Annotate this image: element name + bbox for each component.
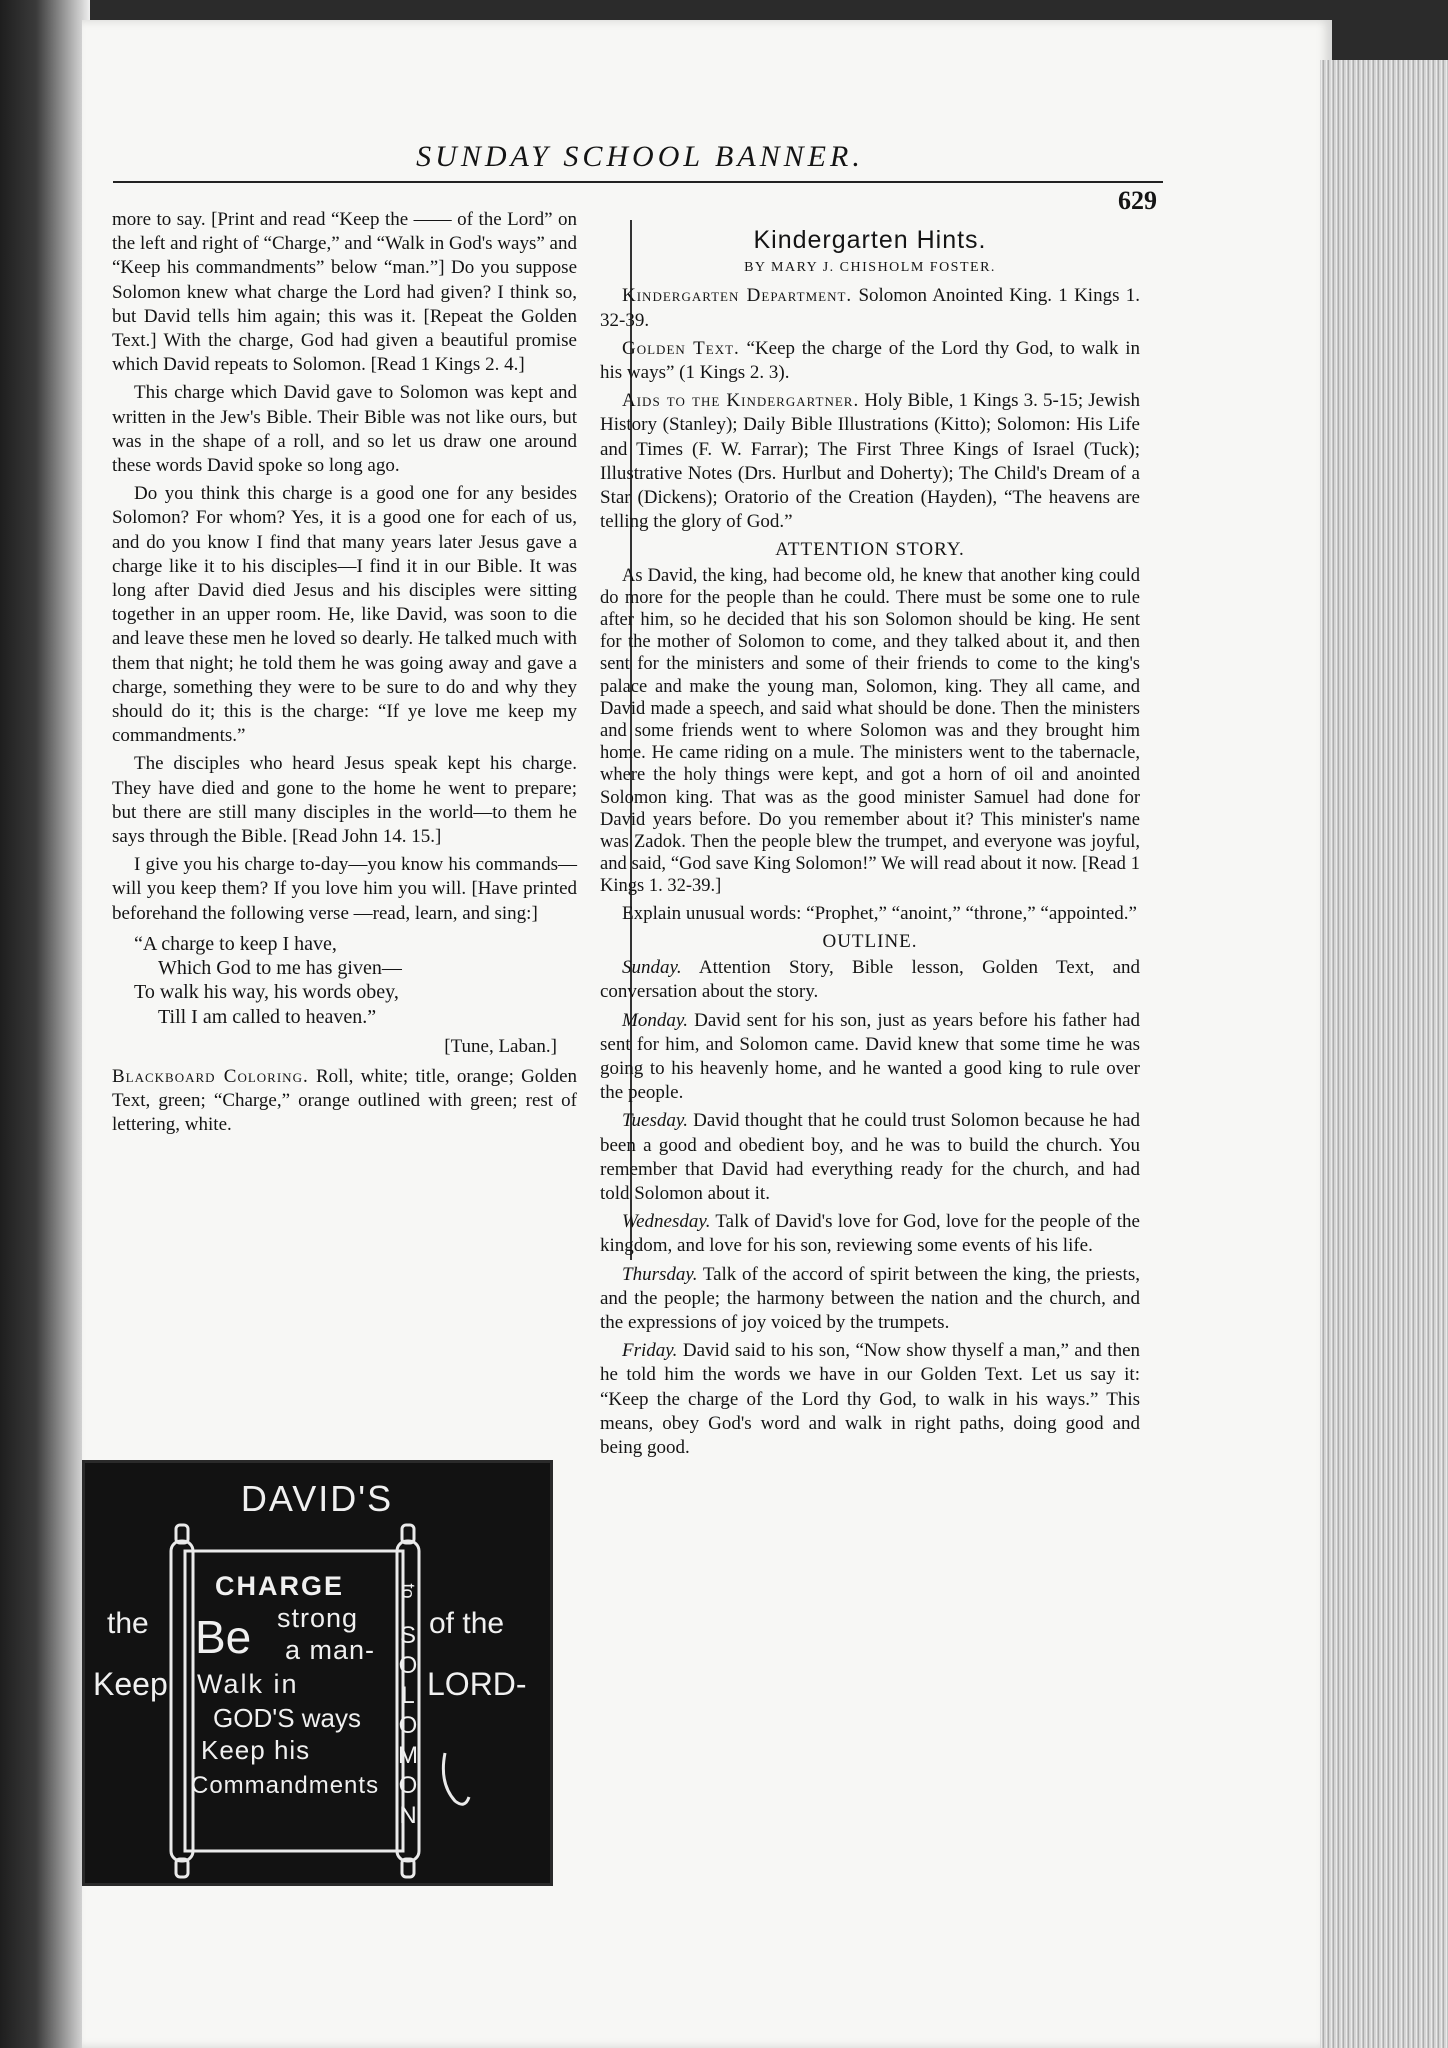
- blackboard-a-man: a man-: [285, 1635, 376, 1665]
- blackboard-commandments: Commandments: [191, 1772, 380, 1799]
- paragraph: This charge which David gave to Solomon was kept and written in the Jew's Bible. Their Bible was not like ours, but was in the shape of a roll, and so let us draw one around these words David spoke so long ago.: [112, 382, 577, 477]
- blackboard-charge: CHARGE: [215, 1571, 345, 1601]
- header-rule: [113, 181, 1163, 183]
- blackboard-solomon-letter: O: [398, 1712, 418, 1739]
- golden-text-paragraph: [600, 337, 1140, 385]
- department-label: Kindergarten Department.: [622, 285, 853, 307]
- department-paragraph: [600, 284, 1140, 332]
- outline-day: Friday.: [622, 1340, 678, 1362]
- attention-story: [600, 565, 1140, 898]
- explain-paragraph: Explain unusual words: “Prophet,” “anoint,” “throne,” “appointed.”: [622, 902, 1137, 924]
- outline-item: [600, 1263, 1140, 1336]
- outline-item: [600, 956, 1140, 1004]
- blackboard-keep: Keep: [93, 1666, 168, 1702]
- running-header-title: SUNDAY SCHOOL BANNER.: [416, 140, 864, 173]
- outline-text: Talk of David's love for God, love for the people of the kingdom, and love for his son, reviewing some events of his life.: [600, 1211, 1140, 1257]
- blackboard-solomon-letter: O: [398, 1652, 418, 1679]
- hymn-verse: [134, 932, 577, 1029]
- outline-day: Monday.: [622, 1009, 688, 1031]
- outline-day: Sunday.: [622, 957, 682, 979]
- blackboard-coloring-label: Blackboard Coloring.: [112, 1065, 309, 1087]
- tune-note: [Tune, Laban.]: [444, 1035, 557, 1057]
- blackboard-gods-ways: GOD'S ways: [213, 1703, 361, 1733]
- outline-item: [600, 1339, 1140, 1460]
- blackboard-solomon-letter: O: [398, 1772, 418, 1799]
- blackboard-lord: LORD-: [427, 1666, 527, 1702]
- blackboard-to: to: [398, 1583, 418, 1599]
- blackboard-title: DAVID'S: [240, 1478, 394, 1519]
- page-stack-edge: [1320, 60, 1448, 2048]
- outline-item: [600, 1009, 1140, 1106]
- golden-text-label: Golden Text.: [622, 337, 740, 359]
- left-column: [112, 208, 577, 1142]
- outline-text: David said to his son, “Now show thyself a man,” and then he told him the words we have in our Golden Text. Let us say it: “Keep the charge of the Lord thy God, to walk in his ways.” This means, obey God's word and walk in right paths, doing good and being good.: [600, 1340, 1141, 1458]
- blackboard-coloring: [112, 1065, 577, 1138]
- blackboard-strong: strong: [277, 1603, 359, 1633]
- blackboard-coloring-text: Roll, white; title, orange; Golden Text, green; “Charge,” orange outlined with green; rest of lettering, white.: [112, 1065, 578, 1136]
- section-title: Kindergarten Hints.: [753, 226, 987, 254]
- blackboard-solomon-letter: S: [399, 1622, 417, 1649]
- paragraph: more to say. [Print and read “Keep the —— of the Lord” on the left and right of “Charge,” and “Walk in God's ways” and “Keep his commandments” below “man.”] Do you suppose Solomon knew what charge the Lord had given? I think so, but David tells him again; this was it. [Repeat the Golden Text.] With the charge, God had given a beautiful promise which David repeats to Solomon. [Read 1 Kings 2. 4.]: [112, 209, 577, 376]
- blackboard-solomon-letter: N: [399, 1802, 417, 1829]
- department-text: Solomon Anointed King. 1 Kings 1. 32-39.: [600, 285, 1141, 331]
- verse-line: “A charge to keep I have,: [134, 932, 337, 955]
- paragraph: I give you his charge to-day—you know his commands—will you keep them? If you love him you will. [Have printed beforehand the following verse —read, learn, and sing:]: [112, 854, 577, 924]
- outline-text: Attention Story, Bible lesson, Golden Text, and conversation about the story.: [600, 957, 1141, 1003]
- story-text: As David, the king, had become old, he knew that another king could do more for the people than he could. There must be some one to rule after him, so he decided that his son Solomon should be king. He sent for the mother of Solomon to come, and they talked about it, and then sent for the ministers and some of their friends to come to the king's palace and make the young man, Solomon, king. They all came, and David made a speech, and said what should be done. Then the ministers and some friends went to where Solomon was and they brought him home. He came riding on a mule. The ministers went to the tabernacle, where the holy things were kept, and got a horn of oil and anointed Solomon king. That was as the good minister Samuel had done for David years before. Do you remember about it? This minister's name was Zadok. Then the people blew the trumpet, and everyone was joyful, and said, “God save King Solomon!” We will read about it now. [Read 1 Kings 1. 32-39.]: [600, 565, 1140, 897]
- outline-text: David thought that he could trust Solomon because he had been a good and obedient boy, and he was to build the church. You remember that David had everything ready for the church, and had told Solomon about it.: [600, 1110, 1141, 1204]
- paragraph: The disciples who heard Jesus speak kept his charge. They have died and gone to the home he went to prepare; but there are still many disciples in the world—to them he says through the Bible. [Read John 14. 15.]: [112, 753, 577, 848]
- outline-day: Tuesday.: [622, 1110, 688, 1132]
- verse-line: To walk his way, his words obey,: [134, 981, 399, 1004]
- blackboard-be: Be: [195, 1611, 252, 1663]
- blackboard-solomon-letter: M: [398, 1742, 418, 1769]
- aids-paragraph: [600, 389, 1140, 534]
- verse-line: Which God to me has given—: [158, 957, 402, 980]
- outline-text: David sent for his son, just as years before his father had sent for him, and Solomon came. David knew that some time he was going to his heavenly home, and he wanted a good king to rule over the people.: [600, 1009, 1141, 1104]
- verse-line: Till I am called to heaven.”: [158, 1005, 377, 1028]
- book-spine-shadow: [0, 0, 90, 2048]
- outline-day: Thursday.: [622, 1263, 698, 1285]
- chalk-mark: [443, 1753, 469, 1804]
- blackboard-keep-his: Keep his: [201, 1735, 311, 1765]
- aids-text: Holy Bible, 1 Kings 3. 5-15; Jewish History (Stanley); Daily Bible Illustrations (Kitto); Solomon: His Life and Times (F. W. Farrar); The First Three Kings of Israel (Tuck); Illustrative Notes (Drs. Hurlbut and Doherty); The Child's Dream of a Star (Dickens); Oratorio of the Creation (Hayden), “The heavens are telling the glory of God.”: [600, 390, 1141, 533]
- outline-text: Talk of the accord of spirit between the king, the priests, and the people; the harmony between the nation and the church, and the expressions of joy voiced by the trumpets.: [600, 1263, 1140, 1333]
- blackboard-of-the: of the: [429, 1607, 505, 1640]
- byline: BY MARY J. CHISHOLM FOSTER.: [744, 260, 996, 276]
- blackboard-walk-in: Walk in: [197, 1669, 299, 1699]
- outline-heading: OUTLINE.: [822, 930, 918, 952]
- paragraph: Do you think this charge is a good one for any besides Solomon? For whom? Yes, it is a good one for each of us, and do you know I find that many years later Jesus gave a charge like it to his disciples—I find it in our Bible. It was long after David died Jesus and his disciples were sitting together in an upper room. He, like David, was soon to die and leave these men he loved so dearly. He talked much with them that night; he told them he was going away and gave a charge, something they were to be sure to do and why they should do it; this is the charge: “If ye love me keep my commandments.”: [112, 483, 577, 747]
- outline-day: Wednesday.: [622, 1211, 711, 1233]
- aids-label: Aids to the Kindergartner.: [622, 390, 860, 412]
- page-number: 629: [1118, 186, 1157, 215]
- outline-item: [600, 1210, 1140, 1258]
- golden-text: “Keep the charge of the Lord thy God, to walk in his ways” (1 Kings 2. 3).: [600, 337, 1140, 384]
- outline-item: [600, 1109, 1140, 1206]
- blackboard-solomon-letter: L: [401, 1682, 415, 1709]
- blackboard-drawing: [85, 1463, 550, 1883]
- right-column: [600, 228, 1140, 1464]
- blackboard-the: the: [107, 1607, 149, 1640]
- scroll-rod-left: [171, 1541, 193, 1861]
- blackboard-illustration: [82, 1460, 553, 1886]
- story-heading: ATTENTION STORY.: [775, 539, 965, 561]
